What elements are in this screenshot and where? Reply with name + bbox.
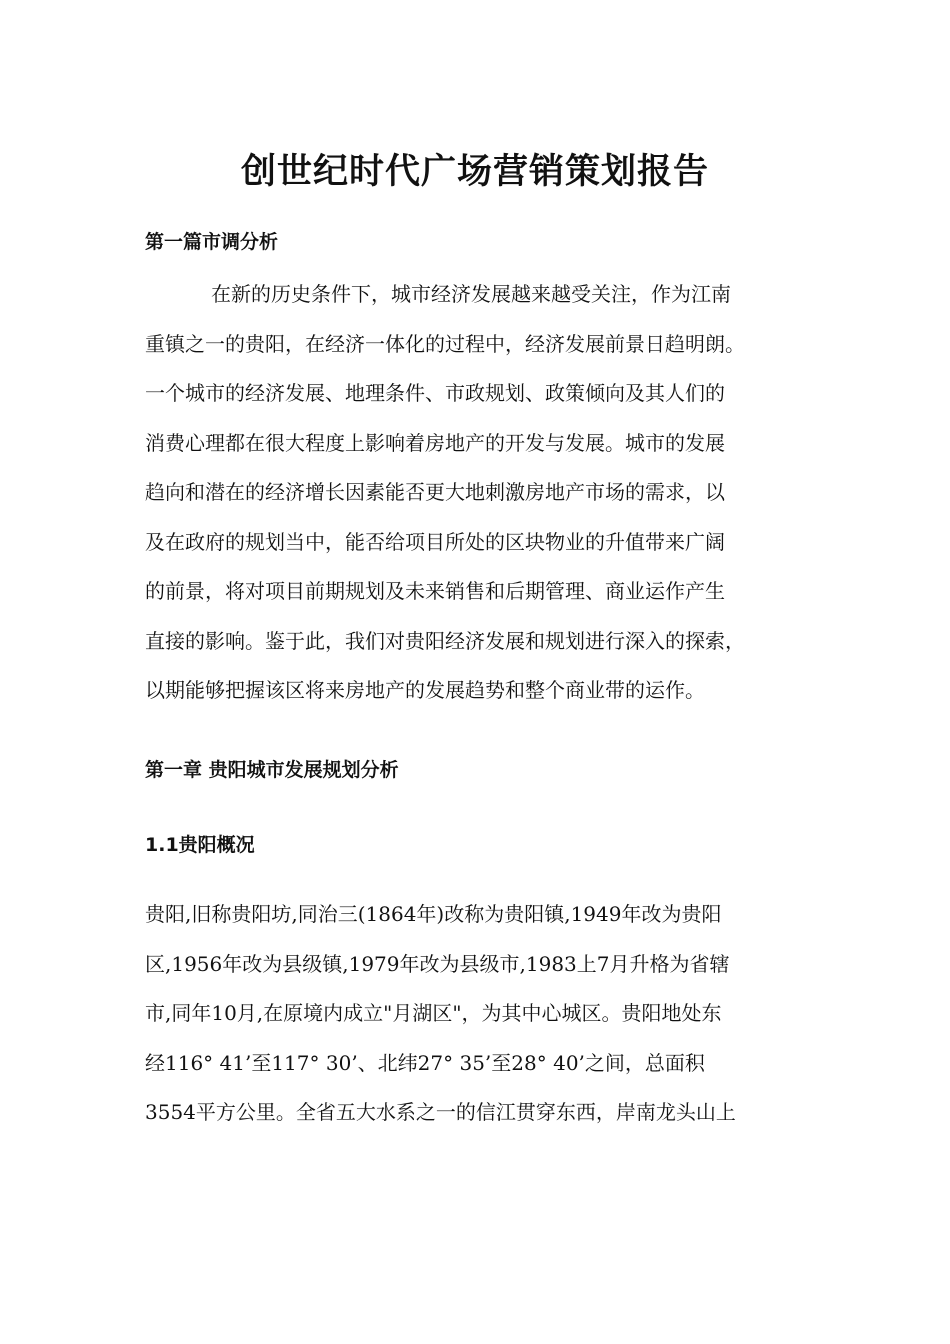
paragraph-line: 及在政府的规划当中，能否给项目所处的区块物业的升值带来广阔 xyxy=(145,529,725,554)
paragraph-line: 经116° 41’至117° 30’、北纬27° 35’至28° 40’之间，总面积 xyxy=(145,1050,705,1075)
paragraph-line: 贵阳,旧称贵阳坊,同治三(1864年)改称为贵阳镇,1949年改为贵阳 xyxy=(145,902,722,926)
paragraph-line: 重镇之一的贵阳，在经济一体化的过程中，经济发展前景日趋明朗。 xyxy=(145,331,745,356)
intro-paragraph xyxy=(145,270,813,716)
document-title: 创世纪时代广场营销策划报告 xyxy=(240,152,709,192)
paragraph-line: 区,1956年改为县级镇,1979年改为县级市,1983上7月升格为省辖 xyxy=(145,951,730,976)
paragraph-line: 一个城市的经济发展、地理条件、市政规划、政策倾向及其人们的 xyxy=(145,381,725,405)
paragraph-line: 3554平方公里。全省五大水系之一的信江贯穿东西，岸南龙头山上 xyxy=(145,1100,736,1124)
paragraph-line: 市,同年10月,在原境内成立"月湖区"，为其中心城区。贵阳地处东 xyxy=(145,1001,722,1025)
paragraph-line: 趋向和潜在的经济增长因素能否更大地刺激房地产市场的需求，以 xyxy=(145,480,725,504)
paragraph-line: 以期能够把握该区将来房地产的发展趋势和整个商业带的运作。 xyxy=(145,678,705,702)
section-heading: 1.1贵阳概况 xyxy=(145,834,255,856)
paragraph-line: 直接的影响。鉴于此，我们对贵阳经济发展和规划进行深入的探索， xyxy=(145,628,745,653)
paragraph-line: 在新的历史条件下，城市经济发展越来越受关注，作为江南 xyxy=(211,282,731,306)
overview-paragraph xyxy=(145,890,813,1138)
part-heading: 第一篇市调分析 xyxy=(145,231,279,253)
paragraph-line: 消费心理都在很大程度上影响着房地产的开发与发展。城市的发展 xyxy=(145,430,725,455)
chapter-heading: 第一章 贵阳城市发展规划分析 xyxy=(145,759,399,781)
paragraph-line: 的前景，将对项目前期规划及未来销售和后期管理、商业运作产生 xyxy=(145,579,725,603)
